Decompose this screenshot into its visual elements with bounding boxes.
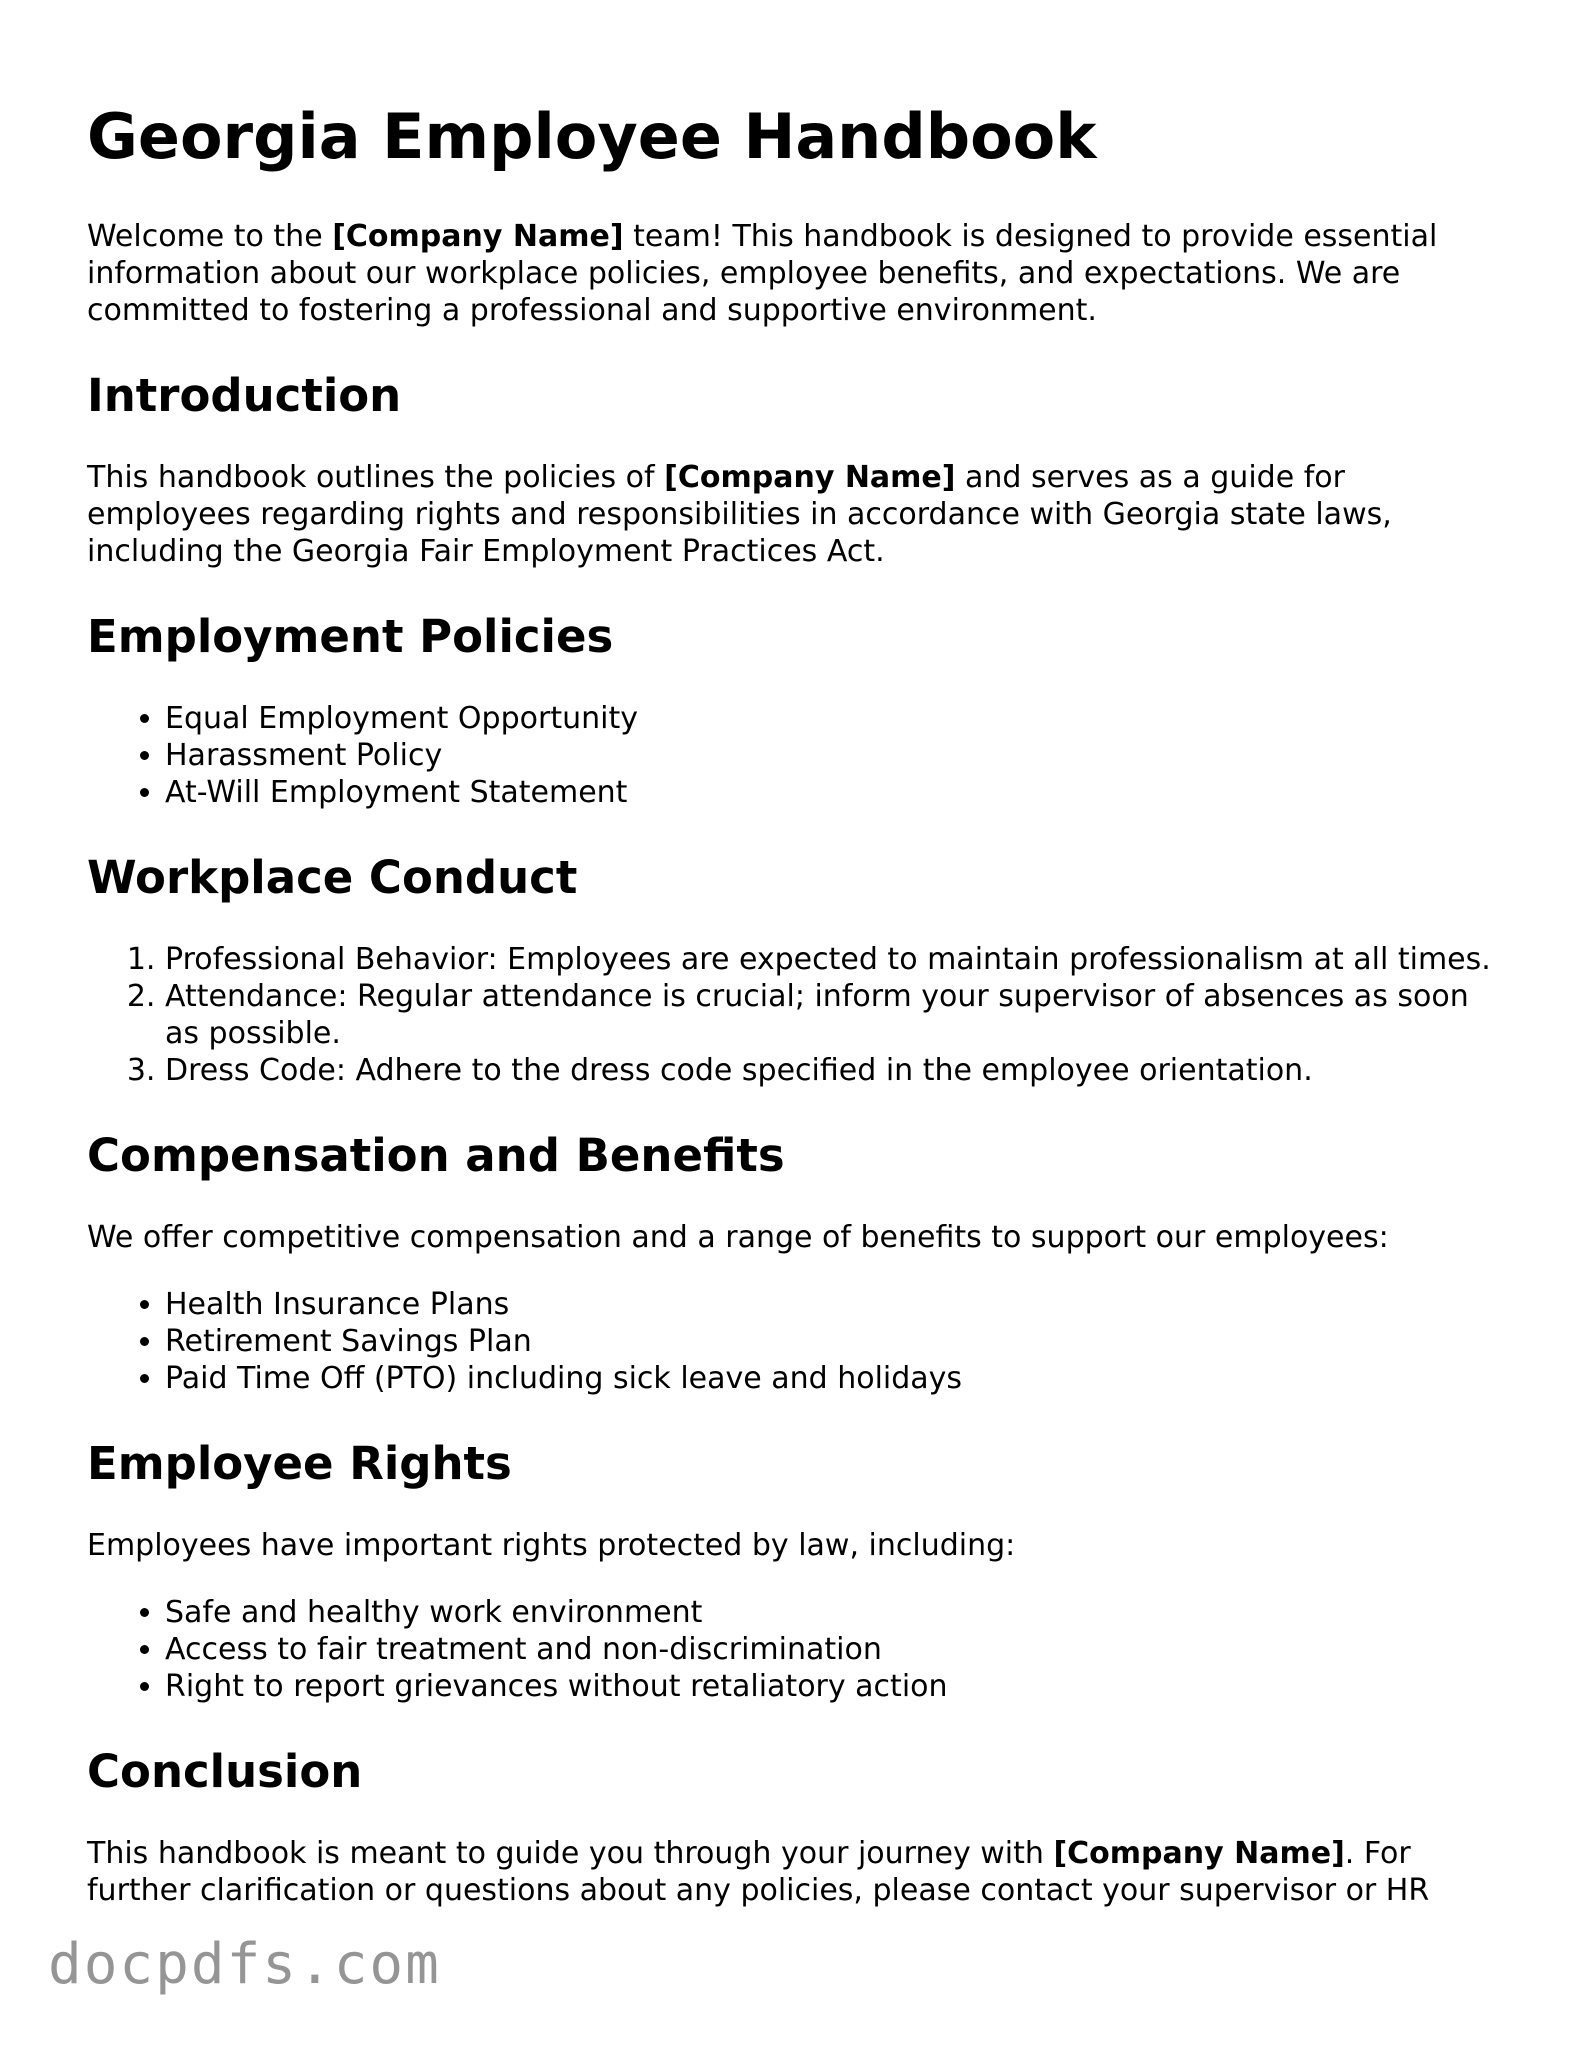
list-item: 1. Professional Behavior: Employees are expected to maintain professionalism at all times. bbox=[165, 941, 1507, 978]
introduction-text-start: This handbook outlines the policies of bbox=[87, 460, 665, 496]
conclusion-heading: Conclusion bbox=[87, 1745, 363, 1799]
employment-policies-heading: Employment Policies bbox=[87, 610, 614, 664]
list-item: • Health Insurance Plans bbox=[165, 1286, 1507, 1323]
workplace-conduct-heading: Workplace Conduct bbox=[87, 851, 578, 905]
welcome-text-end: team! This handbook is designed to provide essential information about our workplace policies, employee benefits, and expectations. We are committed to fostering a professional and supportive environment. bbox=[87, 219, 1438, 329]
list-item: • Retirement Savings Plan bbox=[165, 1323, 1507, 1360]
list-item: • Paid Time Off (PTO) including sick leave and holidays bbox=[165, 1360, 1507, 1397]
document-title: Georgia Employee Handbook bbox=[87, 100, 1097, 173]
company-name-placeholder: [Company Name] bbox=[664, 460, 956, 496]
conclusion-text-start: This handbook is meant to guide you through your journey with bbox=[87, 1836, 1054, 1872]
compensation-paragraph: We offer competitive compensation and a range of benefits to support our employees: bbox=[87, 1220, 1389, 1256]
list-item: 3. Dress Code: Adhere to the dress code specified in the employee orientation. bbox=[165, 1052, 1507, 1089]
list-item: • At-Will Employment Statement bbox=[165, 774, 1507, 811]
introduction-text-end: and serves as a guide for employees regarding rights and responsibilities in accordance with Georgia state laws, including the Georgia Fair Employment Practices Act. bbox=[87, 460, 1392, 570]
employment-policies-list bbox=[87, 700, 1507, 811]
list-item: 2. Attendance: Regular attendance is crucial; inform your supervisor of absences as soon as possible. bbox=[165, 978, 1507, 1052]
introduction-paragraph bbox=[87, 459, 1507, 570]
welcome-paragraph bbox=[87, 218, 1507, 329]
conclusion-paragraph bbox=[87, 1835, 1507, 1909]
list-item: • Harassment Policy bbox=[165, 737, 1507, 774]
employee-rights-paragraph: Employees have important rights protected by law, including: bbox=[87, 1528, 1016, 1564]
list-item: • Access to fair treatment and non-discrimination bbox=[165, 1631, 1507, 1668]
list-item: • Safe and healthy work environment bbox=[165, 1594, 1507, 1631]
company-name-placeholder: [Company Name] bbox=[1053, 1836, 1345, 1872]
welcome-text-start: Welcome to the bbox=[87, 219, 333, 255]
employee-rights-list bbox=[87, 1594, 1507, 1705]
conclusion-text-end: . For further clarification or questions about any policies, please contact your supervisor or HR bbox=[87, 1836, 1430, 1909]
compensation-heading: Compensation and Benefits bbox=[87, 1129, 785, 1183]
list-item: • Right to report grievances without retaliatory action bbox=[165, 1668, 1507, 1705]
benefits-list bbox=[87, 1286, 1507, 1397]
employee-rights-heading: Employee Rights bbox=[87, 1437, 512, 1491]
list-item: • Equal Employment Opportunity bbox=[165, 700, 1507, 737]
watermark-logo: docpdfs.com bbox=[48, 1932, 441, 1997]
document-page bbox=[87, 100, 1507, 1949]
workplace-conduct-list bbox=[87, 941, 1507, 1089]
company-name-placeholder: [Company Name] bbox=[332, 219, 624, 255]
introduction-heading: Introduction bbox=[87, 369, 402, 423]
